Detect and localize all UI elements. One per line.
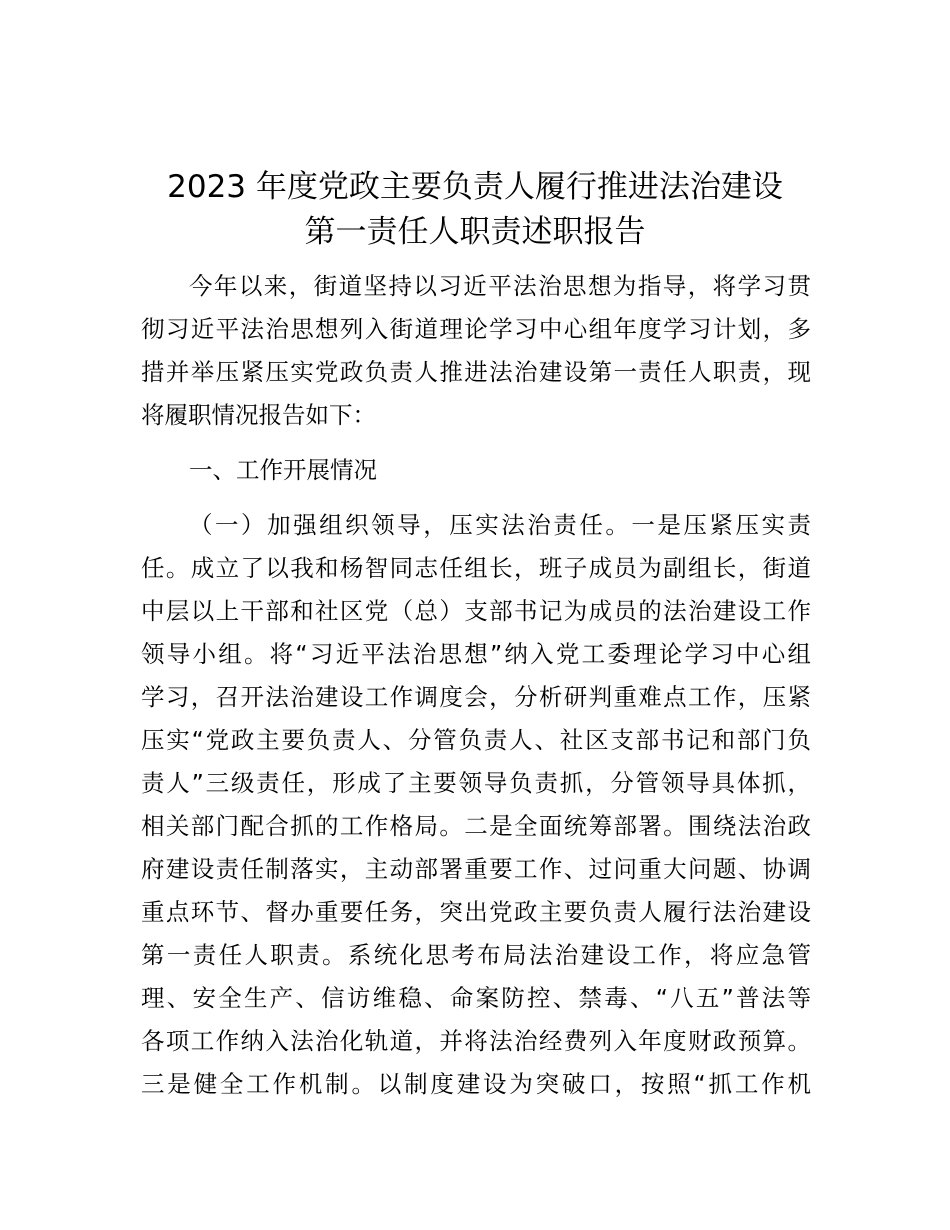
body-paragraph-line: 重点环节、督办重要任务，突出党政主要负责人履行法治建设 (141, 898, 811, 926)
body-paragraph-line: 中层以上干部和社区党（总）支部书记为成员的法治建设工作 (141, 597, 811, 625)
section-heading: 一、工作开展情况 (189, 456, 377, 484)
document-title-line-2: 第一责任人职责述职报告 (304, 214, 646, 250)
body-paragraph-line: 第一责任人职责。系统化思考布局法治建设工作，将应急管 (141, 941, 811, 969)
body-paragraph-line: 各项工作纳入法治化轨道，并将法治经费列入年度财政预算。 (141, 1027, 811, 1055)
body-paragraph-line: 学习，召开法治建设工作调度会，分析研判重难点工作，压紧 (141, 683, 811, 711)
body-paragraph-line: 相关部门配合抓的工作格局。二是全面统筹部署。围绕法治政 (141, 812, 811, 840)
document-title-line-1: 2023 年度党政主要负责人履行推进法治建设 (167, 169, 783, 205)
intro-paragraph-line: 彻习近平法治思想列入街道理论学习中心组年度学习计划，多 (141, 315, 811, 343)
body-paragraph-line: 任。成立了以我和杨智同志任组长，班子成员为副组长，街道 (141, 554, 811, 582)
body-paragraph-line: （一）加强组织领导，压实法治责任。一是压紧压实责 (189, 511, 811, 539)
body-paragraph-line: 领导小组。将“习近平法治思想”纳入党工委理论学习中心组 (141, 640, 811, 668)
body-paragraph-line: 理、安全生产、信访维稳、命案防控、禁毒、“八五”普法等 (141, 984, 811, 1012)
body-paragraph-line: 府建设责任制落实，主动部署重要工作、过问重大问题、协调 (141, 855, 811, 883)
body-paragraph-line: 压实“党政主要负责人、分管负责人、社区支部书记和部门负 (141, 726, 811, 754)
body-paragraph-line: 三是健全工作机制。以制度建设为突破口，按照“抓工作机 (141, 1070, 811, 1098)
intro-paragraph-line: 将履职情况报告如下： (141, 401, 376, 429)
intro-paragraph-line: 今年以来，街道坚持以习近平法治思想为指导，将学习贯 (189, 272, 811, 300)
intro-paragraph-line: 措并举压紧压实党政负责人推进法治建设第一责任人职责，现 (141, 358, 811, 386)
body-paragraph-line: 责人”三级责任，形成了主要领导负责抓，分管领导具体抓， (141, 769, 811, 797)
